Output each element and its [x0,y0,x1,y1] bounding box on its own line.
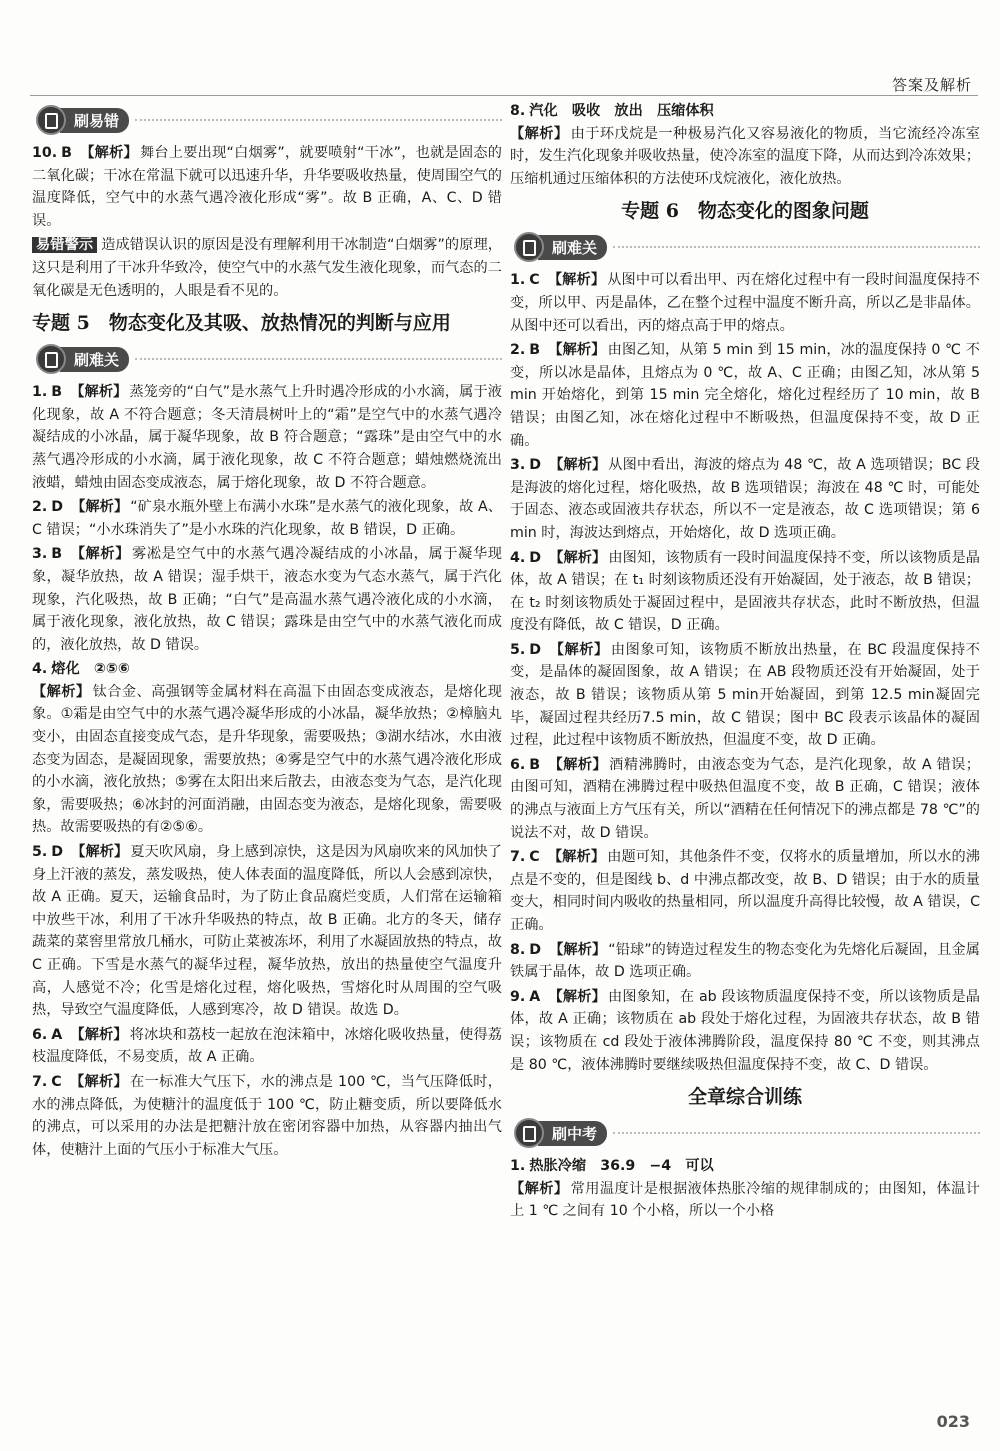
item-text: 舞台上要出现“白烟雾”，就要喷射“干冰”，也就是固态的二氧化碳；干冰在常温下就可以迅速升华，升华要吸收热量，使周围空气的温度降低，空气中的水蒸气遇冷液化形成“雾”。故 B 正确，A、C、D 错误。 [32,145,502,229]
answer-item [510,269,980,337]
item-text: 由图知，该物质有一段时间温度保持不变，所以该物质是晶体，故 A 错误；在 t₁ 时刻该物质还没有开始凝固，处于液态，故 B 错误；在 t₂ 时刻该物质处于凝固过程中，是固液共存状态，此时不断放热，但温度没有降低，故 C 错误，D 正确。 [510,549,980,634]
item-number: 4. [510,549,526,566]
item-answer: 熔化 ②⑤⑥ [51,661,130,678]
answer-item [510,939,980,984]
answer-item [32,1024,502,1069]
analysis-label: 【解析】 [548,342,606,359]
analysis-label: 【解析】 [547,849,606,866]
tag-label: 刷难关 [60,347,129,372]
analysis-label: 【解析】 [549,941,607,958]
item-text: “铅球”的铸造过程发生的物态变化为先熔化后凝固，且金属铁属于晶体，故 D 选项正确。 [510,941,980,981]
analysis-label: 【解析】 [549,549,607,566]
analysis-label: 【解析】 [548,988,606,1005]
analysis-label: 【解析】 [79,145,138,161]
analysis-label: 【解析】 [70,1026,128,1043]
item-text: “矿泉水瓶外壁上布满小水珠”是水蒸气的液化现象，故 A、C 错误；“小水珠消失了”是小水珠的汽化现象，故 B 错误，D 正确。 [32,499,502,538]
item-answer: D [51,499,64,516]
tag-shua-zhong-kao [510,1115,980,1151]
item-text: 由图乙知，从第 5 min 到 15 min，冰的温度保持 0 ℃ 不变，所以冰是晶体，且熔点为 0 ℃，故 A、C 正确；由图乙知，冰从第 5 min 开始熔化，到第 15 min 完全熔化，熔化过程经历了 10 min，故 B 错误；由图乙知，冰在熔化过程中不断吸热，但温度保持不变，故 D 正确。 [510,342,980,449]
item-number: 3. [510,457,526,474]
left-column [32,96,502,1163]
answer-item-last [510,1155,980,1223]
item-answer: D [529,549,542,566]
pencil-badge-icon [36,105,66,135]
item-text: 酒精沸腾时，由液态变为气态，是汽化现象，故 A 错误；由图可知，酒精在沸腾过程中吸热但温度不变，故 B 正确，C 错误；液体的沸点与液面上方气压有关，所以“酒精在任何情况下的沸点都是 78 ℃”的说法不对，故 D 错误。 [510,756,980,841]
pencil-badge-icon [514,1118,544,1148]
answer-item [510,339,980,452]
item-answer: C [51,1073,62,1090]
item-answer: 汽化 吸收 放出 压缩体积 [529,103,714,119]
item-number: 6. [510,756,526,773]
answer-item [32,381,502,494]
right-answer-list [510,269,980,1076]
item-number: 2. [510,342,526,359]
item-number: 2. [32,499,48,516]
item-number: 8. [510,103,526,119]
answer-item-8 [510,100,980,190]
item-answer: D [529,941,542,958]
left-answer-list [32,381,502,1161]
item-text: 将冰块和荔枝一起放在泡沫箱中，冰熔化吸收热量，使得荔枝温度降低，不易变质，故 A 正确。 [32,1026,502,1066]
analysis-label: 【解析】 [510,1180,569,1197]
item-answer: D [529,457,542,474]
item-number: 7. [32,1073,48,1090]
item-answer: D [529,641,542,658]
analysis-label: 【解析】 [548,756,608,773]
answer-item [510,454,980,544]
analysis-label: 【解析】 [70,384,128,401]
item-text: 夏天吹风扇，身上感到凉快，这是因为风扇吹来的风加快了身上汗液的蒸发，蒸发吸热，使人体表面的温度降低，所以人会感到凉快，故 A 正确。夏天，运输食品时，为了防止食品腐烂变质，人们常在运输箱中放些干冰，利用了干冰升华吸热的特点，故 B 正确。北方的冬天，储存蔬菜的菜窖里常放几桶水，可防止菜被冻坏，利用了水凝固放热的特点，故 C 正确。下雪是水蒸气的凝华过程，凝华放热，放出的热量使空气温度升高，人感觉不冷；化雪是熔化过程，熔化吸热，雪熔化时从周围的空气吸热，导致空气温度降低，人感到寒冷，故 D 错误。故选 D。 [32,844,502,1019]
item-text: 从图中可以看出甲、丙在熔化过程中有一段时间温度保持不变，所以甲、丙是晶体，乙在整个过程中温度不断升高，所以乙是非晶体。从图中还可以看出，丙的熔点高于甲的熔点。 [510,272,980,334]
analysis-label: 【解析】 [510,125,569,142]
tag-label: 刷易错 [60,108,129,133]
item-text: 由图象可知，该物质不断放出热量，在 BC 段温度保持不变，是晶体的凝固图象，故 A 错误；在 AB 段物质还没有开始凝固，处于液态，故 B 错误；该物质从第 5 min开始凝固，到第 12.5 min凝固完毕，凝固过程共经历7.5 min，故 C 错误；图中 BC 段表示该晶体的凝固过程，此过程中该物质不断放热，但温度不变，故 D 正确。 [510,641,980,749]
section-title-5: 专题 5 物态变化及其吸、放热情况的判断与应用 [32,312,451,335]
section-title-6: 专题 6 物态变化的图象问题 [621,200,869,223]
item-number: 7. [510,849,526,866]
right-column [510,96,980,1225]
tag-dotted-rule [613,246,980,248]
answer-item [32,496,502,541]
item-answer: B [61,145,72,161]
answer-item-10 [32,142,502,232]
item-number: 9. [510,988,526,1005]
analysis-label: 【解析】 [69,1073,129,1090]
analysis-label: 【解析】 [547,272,606,289]
answer-item [510,547,980,637]
warning-note [32,234,502,302]
answer-item [510,846,980,936]
item-answer: B [529,342,541,359]
item-text: 从图中看出，海波的熔点为 48 ℃，故 A 选项错误；BC 段是海波的熔化过程，熔化吸热，故 B 选项错误；海波在 48 ℃ 时，可能处于固态、液态或固液共存状态，所以不一定是液态，故 C 选项错误；第 6 min 时，海波达到熔点，开始熔化，故 D 选项正确。 [510,457,980,541]
analysis-label: 【解析】 [549,457,607,474]
section-title-chapter: 全章综合训练 [687,1086,802,1109]
tag-dotted-rule [135,358,502,360]
item-answer: C [529,849,540,866]
item-answer: B [529,756,541,773]
item-answer: A [529,988,541,1005]
header-title: 答案及解析 [891,76,972,94]
item-number: 6. [32,1026,48,1043]
item-text: 由图象知，在 ab 段该物质温度保持不变，所以该物质是晶体，故 A 正确；该物质在 ab 段处于熔化过程，为固液共存状态，故 B 错误；该物质在 cd 段处于液体沸腾阶段，温度保持 80 ℃ 不变，则其沸点是 80 ℃，液体沸腾时要继续吸热但温度保持不变，故 C、D 错误。 [510,988,980,1073]
item-answer: C [529,272,540,289]
item-text: 蒸笼旁的“白气”是水蒸气上升时遇冷形成的小水滴，属于液化现象，故 A 不符合题意；冬天清晨树叶上的“霜”是空气中的水蒸气遇冷凝结成的小冰晶，属于凝华现象，故 B 符合题意；“露珠”是由空气中的水蒸气遇冷形成的小水滴，属于液化现象，故 C 不符合题意；蜡烛燃烧流出液蜡，蜡烛由固态变成液态，属于熔化现象，故 D 不符合题意。 [32,384,502,491]
tag-shua-nan-guan [510,229,980,265]
item-number: 1. [510,272,526,289]
item-answer: D [51,844,64,861]
item-number: 8. [510,941,526,958]
item-text: 由于环戊烷是一种极易汽化又容易液化的物质，当它流经冷冻室时，发生汽化现象并吸收热量，使冷冻室的温度下降，从而达到冷冻效果；压缩机通过压缩体积的方法使环戊烷液化，液化放热。 [510,125,980,187]
analysis-label: 【解析】 [70,546,131,563]
tag-label: 刷难关 [538,235,607,260]
answer-item [32,1071,502,1161]
tag-shua-yi-cuo [32,102,502,138]
item-number: 1. [32,384,48,401]
tag-dotted-rule [135,119,502,121]
item-number: 5. [32,844,48,861]
answer-item [510,754,980,844]
item-answer: B [51,384,63,401]
answer-item [32,543,502,656]
analysis-label: 【解析】 [32,683,91,700]
analysis-label: 【解析】 [71,499,129,516]
item-number: 4. [32,661,48,678]
tag-label: 刷中考 [538,1121,607,1146]
analysis-label: 【解析】 [71,844,129,861]
answer-item [510,986,980,1076]
page-number: 023 [936,1412,970,1431]
item-text: 常用温度计是根据液体热胀冷缩的规律制成的；由图知，体温计上 1 ℃ 之间有 10 个小格，所以一个小格 [510,1180,980,1220]
item-number: 1. [510,1158,526,1175]
item-answer: 热胀冷缩 36.9 −4 可以 [529,1158,714,1175]
item-answer: B [51,546,63,563]
pencil-badge-icon [36,344,66,374]
warning-text: 造成错误认识的原因是没有理解利用干冰制造“白烟雾”的原理，这只是利用了干冰升华致冷，使空气中的水蒸气发生液化现象，而气态的二氧化碳是无色透明的，人眼是看不见的。 [32,237,502,299]
tag-dotted-rule [613,1132,980,1134]
item-text: 由题可知，其他条件不变，仅将水的质量增加，所以水的沸点是不变的，但是图线 b、d 中沸点都改变，故 B、D 错误；由于水的质量变大，相同时间内吸收的热量相同，所以温度升高得比较慢，故 A 错误，C 正确。 [510,849,980,933]
tag-shua-nan-guan [32,341,502,377]
item-answer: A [51,1026,63,1043]
item-text: 钛合金、高强钢等金属材料在高温下由固态变成液态，是熔化现象。①霜是由空气中的水蒸气遇冷凝华形成的小冰晶，凝华放热；②樟脑丸变小，由固态直接变成气态，是升华现象，需要吸热；③湖水结冰，水由液态变为固态，是凝固现象，需要放热；④雾是空气中的水蒸气遇冷液化形成的小水滴，液化放热；⑤雾在太阳出来后散去，由液态变为气态，是汽化现象，需要吸热；⑥冰封的河面消融，由固态变为液态，是熔化现象，需要吸热。故需要吸热的有②⑤⑥。 [32,683,502,836]
answer-item [32,841,502,1022]
item-text: 在一标准大气压下，水的沸点是 100 ℃，当气压降低时，水的沸点降低，为使糖汁的温度低于 100 ℃，防止糖变质，所以要降低水的沸点，可以采用的办法是把糖汁放在密闭容器中加热，从容器内抽出气体，使糖汁上面的气压小于标准大气压。 [32,1073,502,1158]
analysis-label: 【解析】 [549,641,609,658]
answer-item [510,639,980,752]
item-text: 雾凇是空气中的水蒸气遇冷凝结成的小冰晶，属于凝华现象，凝华放热，故 A 错误；湿手烘干，液态水变为气态水蒸气，属于汽化现象，汽化吸热，故 B 正确；“白气”是高温水蒸气遇冷液化成的小水滴，属于液化现象，液化放热，故 C 错误；露珠是由空气中的水蒸气液化而成的，液化放热，故 D 错误。 [32,546,502,653]
answer-item [32,658,502,839]
item-number: 3. [32,546,48,563]
item-number: 5. [510,641,526,658]
warning-label: 易错警示 [32,237,97,253]
item-number: 10. [32,145,58,161]
